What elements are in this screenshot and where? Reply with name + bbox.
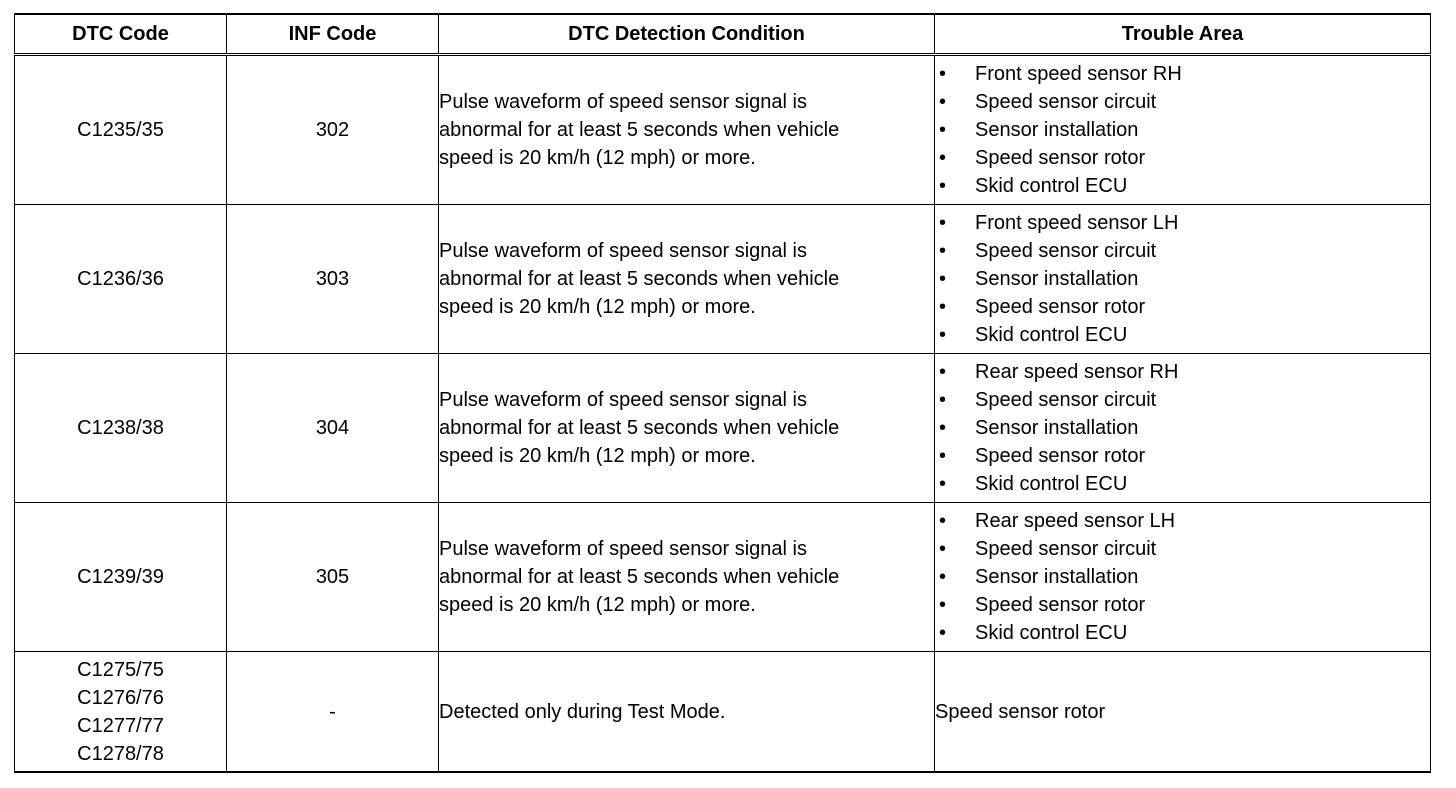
trouble-area-text: Skid control ECU [975, 473, 1128, 495]
table-body [15, 55, 1431, 773]
dtc-code-cell [15, 55, 227, 205]
condition-line: abnormal for at least 5 seconds when vehicle [439, 417, 840, 439]
trouble-area-text: Skid control ECU [975, 324, 1128, 346]
trouble-area-item [935, 116, 1430, 144]
trouble-area-cell [935, 503, 1431, 652]
dtc-code-cell [15, 205, 227, 354]
detection-condition-cell [439, 652, 935, 773]
bullet-icon: • [939, 622, 947, 644]
header-detection-condition: DTC Detection Condition [439, 14, 935, 55]
trouble-area-list [935, 358, 1430, 498]
trouble-area-cell [935, 205, 1431, 354]
trouble-area-text: Speed sensor rotor [975, 296, 1146, 318]
trouble-area-text: Speed sensor rotor [975, 445, 1146, 467]
bullet-icon: • [939, 389, 947, 411]
trouble-area-item [935, 209, 1430, 237]
trouble-area-text: Rear speed sensor LH [975, 510, 1176, 532]
trouble-area-text: Skid control ECU [975, 622, 1128, 644]
trouble-area-item [935, 144, 1430, 172]
header-dtc-code: DTC Code [15, 14, 227, 55]
trouble-area-item [935, 321, 1430, 349]
header-row [15, 14, 1431, 55]
inf-code-cell: 304 [227, 354, 439, 503]
bullet-icon: • [939, 566, 947, 588]
trouble-area-text: Speed sensor rotor [975, 594, 1146, 616]
trouble-area-text: Sensor installation [975, 566, 1139, 588]
bullet-icon: • [939, 594, 947, 616]
trouble-area-text: Speed sensor circuit [975, 91, 1157, 113]
condition-line: speed is 20 km/h (12 mph) or more. [439, 147, 756, 169]
table-row [15, 55, 1431, 205]
bullet-icon: • [939, 510, 947, 532]
bullet-icon: • [939, 445, 947, 467]
detection-condition-cell [439, 205, 935, 354]
condition-line: speed is 20 km/h (12 mph) or more. [439, 445, 756, 467]
trouble-area-item [935, 358, 1430, 386]
trouble-area-text: Speed sensor circuit [975, 538, 1157, 560]
dtc-code: C1278/78 [77, 742, 164, 765]
trouble-area-list [935, 60, 1430, 200]
condition-line: abnormal for at least 5 seconds when vehicle [439, 566, 840, 588]
trouble-area-text: Sensor installation [975, 268, 1139, 290]
trouble-area-item [935, 535, 1430, 563]
bullet-icon: • [939, 473, 947, 495]
condition-line: abnormal for at least 5 seconds when vehicle [439, 119, 840, 141]
detection-condition-cell [439, 354, 935, 503]
trouble-area-item [935, 265, 1430, 293]
table-row [15, 503, 1431, 652]
trouble-area-item [935, 172, 1430, 200]
trouble-area-item [935, 591, 1430, 619]
bullet-icon: • [939, 63, 947, 85]
trouble-area-list [935, 209, 1430, 349]
dtc-code: C1276/76 [77, 686, 164, 709]
dtc-code-cell [15, 652, 227, 773]
trouble-area-text: Speed sensor circuit [975, 240, 1157, 262]
trouble-area-text: Speed sensor rotor [935, 700, 1106, 723]
condition-line: Detected only during Test Mode. [439, 700, 726, 723]
dtc-code-cell [15, 503, 227, 652]
detection-condition-cell [439, 503, 935, 652]
trouble-area-text: Skid control ECU [975, 175, 1128, 197]
header-trouble-area: Trouble Area [935, 14, 1431, 55]
detection-condition-cell [439, 55, 935, 205]
trouble-area-text: Front speed sensor RH [975, 63, 1182, 85]
table-row [15, 205, 1431, 354]
dtc-table [14, 13, 1431, 773]
condition-line: Pulse waveform of speed sensor signal is [439, 91, 807, 113]
condition-line: Pulse waveform of speed sensor signal is [439, 389, 807, 411]
bullet-icon: • [939, 324, 947, 346]
bullet-icon: • [939, 296, 947, 318]
dtc-code: C1238/38 [77, 417, 164, 439]
inf-code-cell: - [227, 652, 439, 773]
trouble-area-text: Sensor installation [975, 119, 1139, 141]
condition-line: speed is 20 km/h (12 mph) or more. [439, 296, 756, 318]
trouble-area-text: Rear speed sensor RH [975, 361, 1179, 383]
bullet-icon: • [939, 91, 947, 113]
condition-line: abnormal for at least 5 seconds when vehicle [439, 268, 840, 290]
dtc-code-cell [15, 354, 227, 503]
trouble-area-text: Speed sensor circuit [975, 389, 1157, 411]
dtc-code: C1236/36 [77, 268, 164, 290]
trouble-area-item [935, 414, 1430, 442]
trouble-area-item [935, 237, 1430, 265]
trouble-area-item [935, 442, 1430, 470]
trouble-area-item [935, 619, 1430, 647]
trouble-area-item [935, 563, 1430, 591]
condition-line: Pulse waveform of speed sensor signal is [439, 538, 807, 560]
condition-line: speed is 20 km/h (12 mph) or more. [439, 594, 756, 616]
bullet-icon: • [939, 212, 947, 234]
bullet-icon: • [939, 119, 947, 141]
trouble-area-item [935, 470, 1430, 498]
bullet-icon: • [939, 538, 947, 560]
trouble-area-item [935, 293, 1430, 321]
condition-line: Pulse waveform of speed sensor signal is [439, 240, 807, 262]
bullet-icon: • [939, 417, 947, 439]
bullet-icon: • [939, 361, 947, 383]
dtc-code: C1235/35 [77, 119, 164, 141]
trouble-area-list [935, 507, 1430, 647]
trouble-area-text: Speed sensor rotor [975, 147, 1146, 169]
trouble-area-item [935, 60, 1430, 88]
bullet-icon: • [939, 240, 947, 262]
trouble-area-cell [935, 652, 1431, 773]
bullet-icon: • [939, 268, 947, 290]
inf-code-cell: 302 [227, 55, 439, 205]
trouble-area-item [935, 386, 1430, 414]
trouble-area-text: Sensor installation [975, 417, 1139, 439]
dtc-code: C1275/75 [77, 658, 164, 681]
bullet-icon: • [939, 147, 947, 169]
trouble-area-item [935, 88, 1430, 116]
inf-code-cell: 303 [227, 205, 439, 354]
header-inf-code: INF Code [227, 14, 439, 55]
table-row [15, 652, 1431, 773]
trouble-area-cell [935, 354, 1431, 503]
trouble-area-item [935, 507, 1430, 535]
bullet-icon: • [939, 175, 947, 197]
dtc-code: C1277/77 [77, 714, 164, 737]
dtc-code: C1239/39 [77, 566, 164, 588]
trouble-area-text: Front speed sensor LH [975, 212, 1179, 234]
table-row [15, 354, 1431, 503]
trouble-area-cell [935, 55, 1431, 205]
inf-code-cell: 305 [227, 503, 439, 652]
